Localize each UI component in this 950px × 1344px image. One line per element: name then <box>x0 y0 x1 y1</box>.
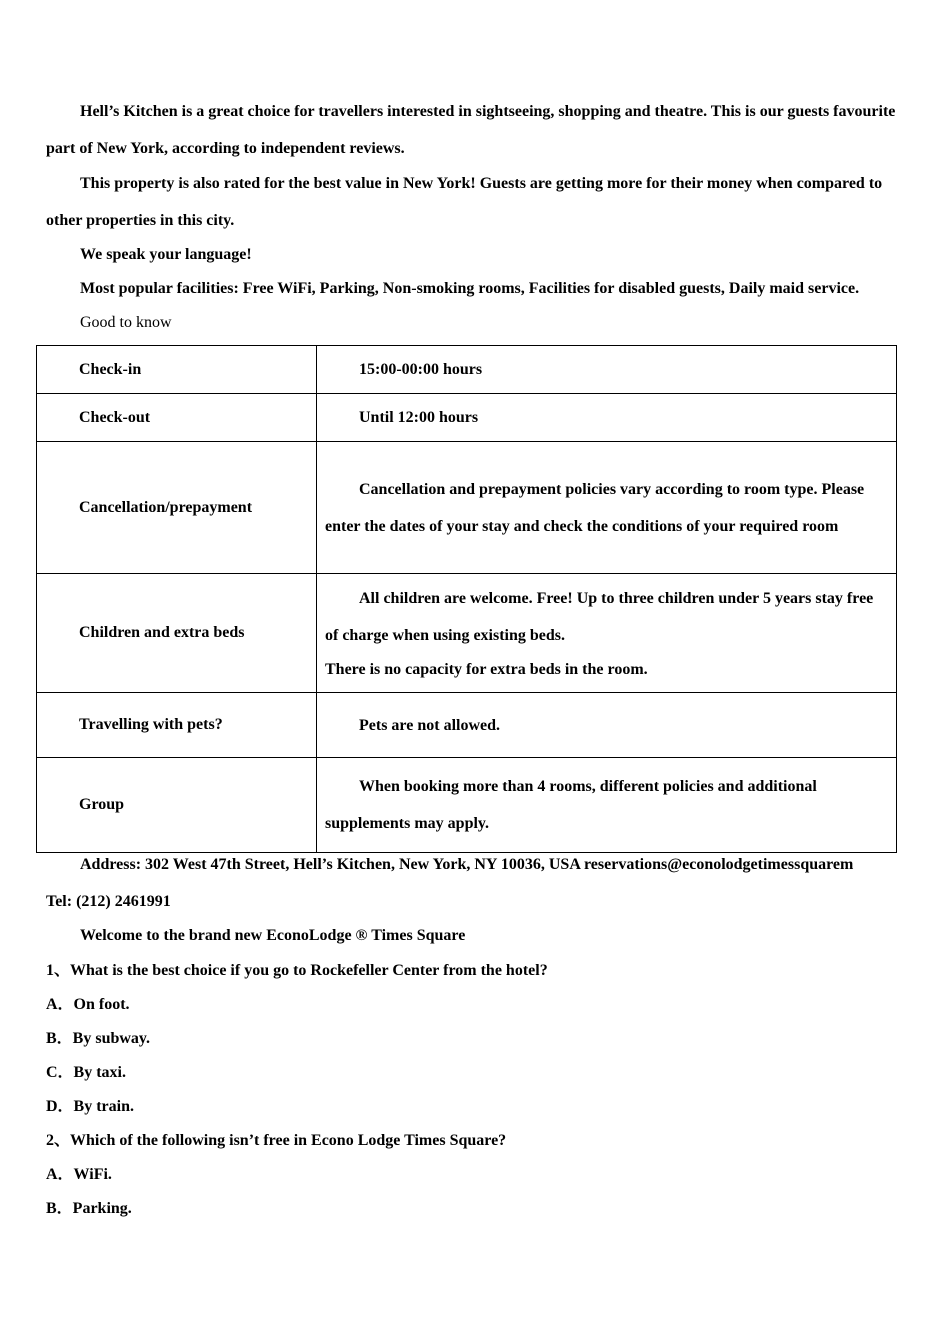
intro-paragraph-1: Hell’s Kitchen is a great choice for travellers interested in sightseeing, shopping and theatre. This is our guests favourite part of New York, according to independent reviews. <box>46 103 896 157</box>
row-value: When booking more than 4 rooms, different policies and additional supplements may apply. <box>325 778 817 832</box>
row-label: Check-out <box>37 394 317 442</box>
row-value: Until 12:00 hours <box>359 409 479 426</box>
table-row <box>37 346 897 394</box>
row-label: Travelling with pets? <box>37 693 317 758</box>
row-value: All children are welcome. Free! Up to three children under 5 years stay free of charge when using existing beds. <box>325 590 874 644</box>
welcome-line: Welcome to the brand new EconoLodge ® Times Square <box>80 927 466 944</box>
row-label: Children and extra beds <box>37 574 317 693</box>
intro-paragraph-3: We speak your language! <box>80 246 252 263</box>
row-value: Cancellation and prepayment policies vary according to room type. Please enter the dates of your stay and check the conditions of your required room <box>325 480 865 535</box>
table-row <box>37 693 897 758</box>
table-row <box>37 758 897 853</box>
row-value-extra: There is no capacity for extra beds in the room. <box>325 661 648 678</box>
row-label: Cancellation/prepayment <box>37 442 317 574</box>
good-to-know-heading: Good to know <box>80 314 172 331</box>
intro-paragraph-4: Most popular facilities: Free WiFi, Parking, Non-smoking rooms, Facilities for disabled guests, Daily maid service. <box>80 280 860 297</box>
row-value: 15:00-00:00 hours <box>359 361 483 378</box>
question-1-option-c: C．By taxi. <box>46 1064 127 1081</box>
table-row <box>37 574 897 693</box>
question-1-option-d: D．By train. <box>46 1098 135 1115</box>
question-2-option-a: A．WiFi. <box>46 1166 112 1183</box>
row-label: Check-in <box>37 346 317 394</box>
table-row <box>37 442 897 574</box>
question-2-option-b: B．Parking. <box>46 1200 132 1217</box>
question-1-stem: 1、What is the best choice if you go to Rockefeller Center from the hotel? <box>46 962 548 979</box>
table-row <box>37 394 897 442</box>
policies-table <box>36 345 897 853</box>
question-1-option-b: B．By subway. <box>46 1030 151 1047</box>
address-line: Address: 302 West 47th Street, Hell’s Kitchen, New York, NY 10036, USA reservations@econolodgetimessquarem <box>80 856 854 873</box>
row-value: Pets are not allowed. <box>359 716 501 734</box>
tel-line: Tel: (212) 2461991 <box>46 893 171 910</box>
intro-paragraph-2: This property is also rated for the best value in New York! Guests are getting more for their money when compared to other properties in this city. <box>46 175 883 229</box>
row-label: Group <box>37 758 317 853</box>
question-2-stem: 2、Which of the following isn’t free in Econo Lodge Times Square? <box>46 1132 507 1149</box>
question-1-option-a: A．On foot. <box>46 996 130 1013</box>
